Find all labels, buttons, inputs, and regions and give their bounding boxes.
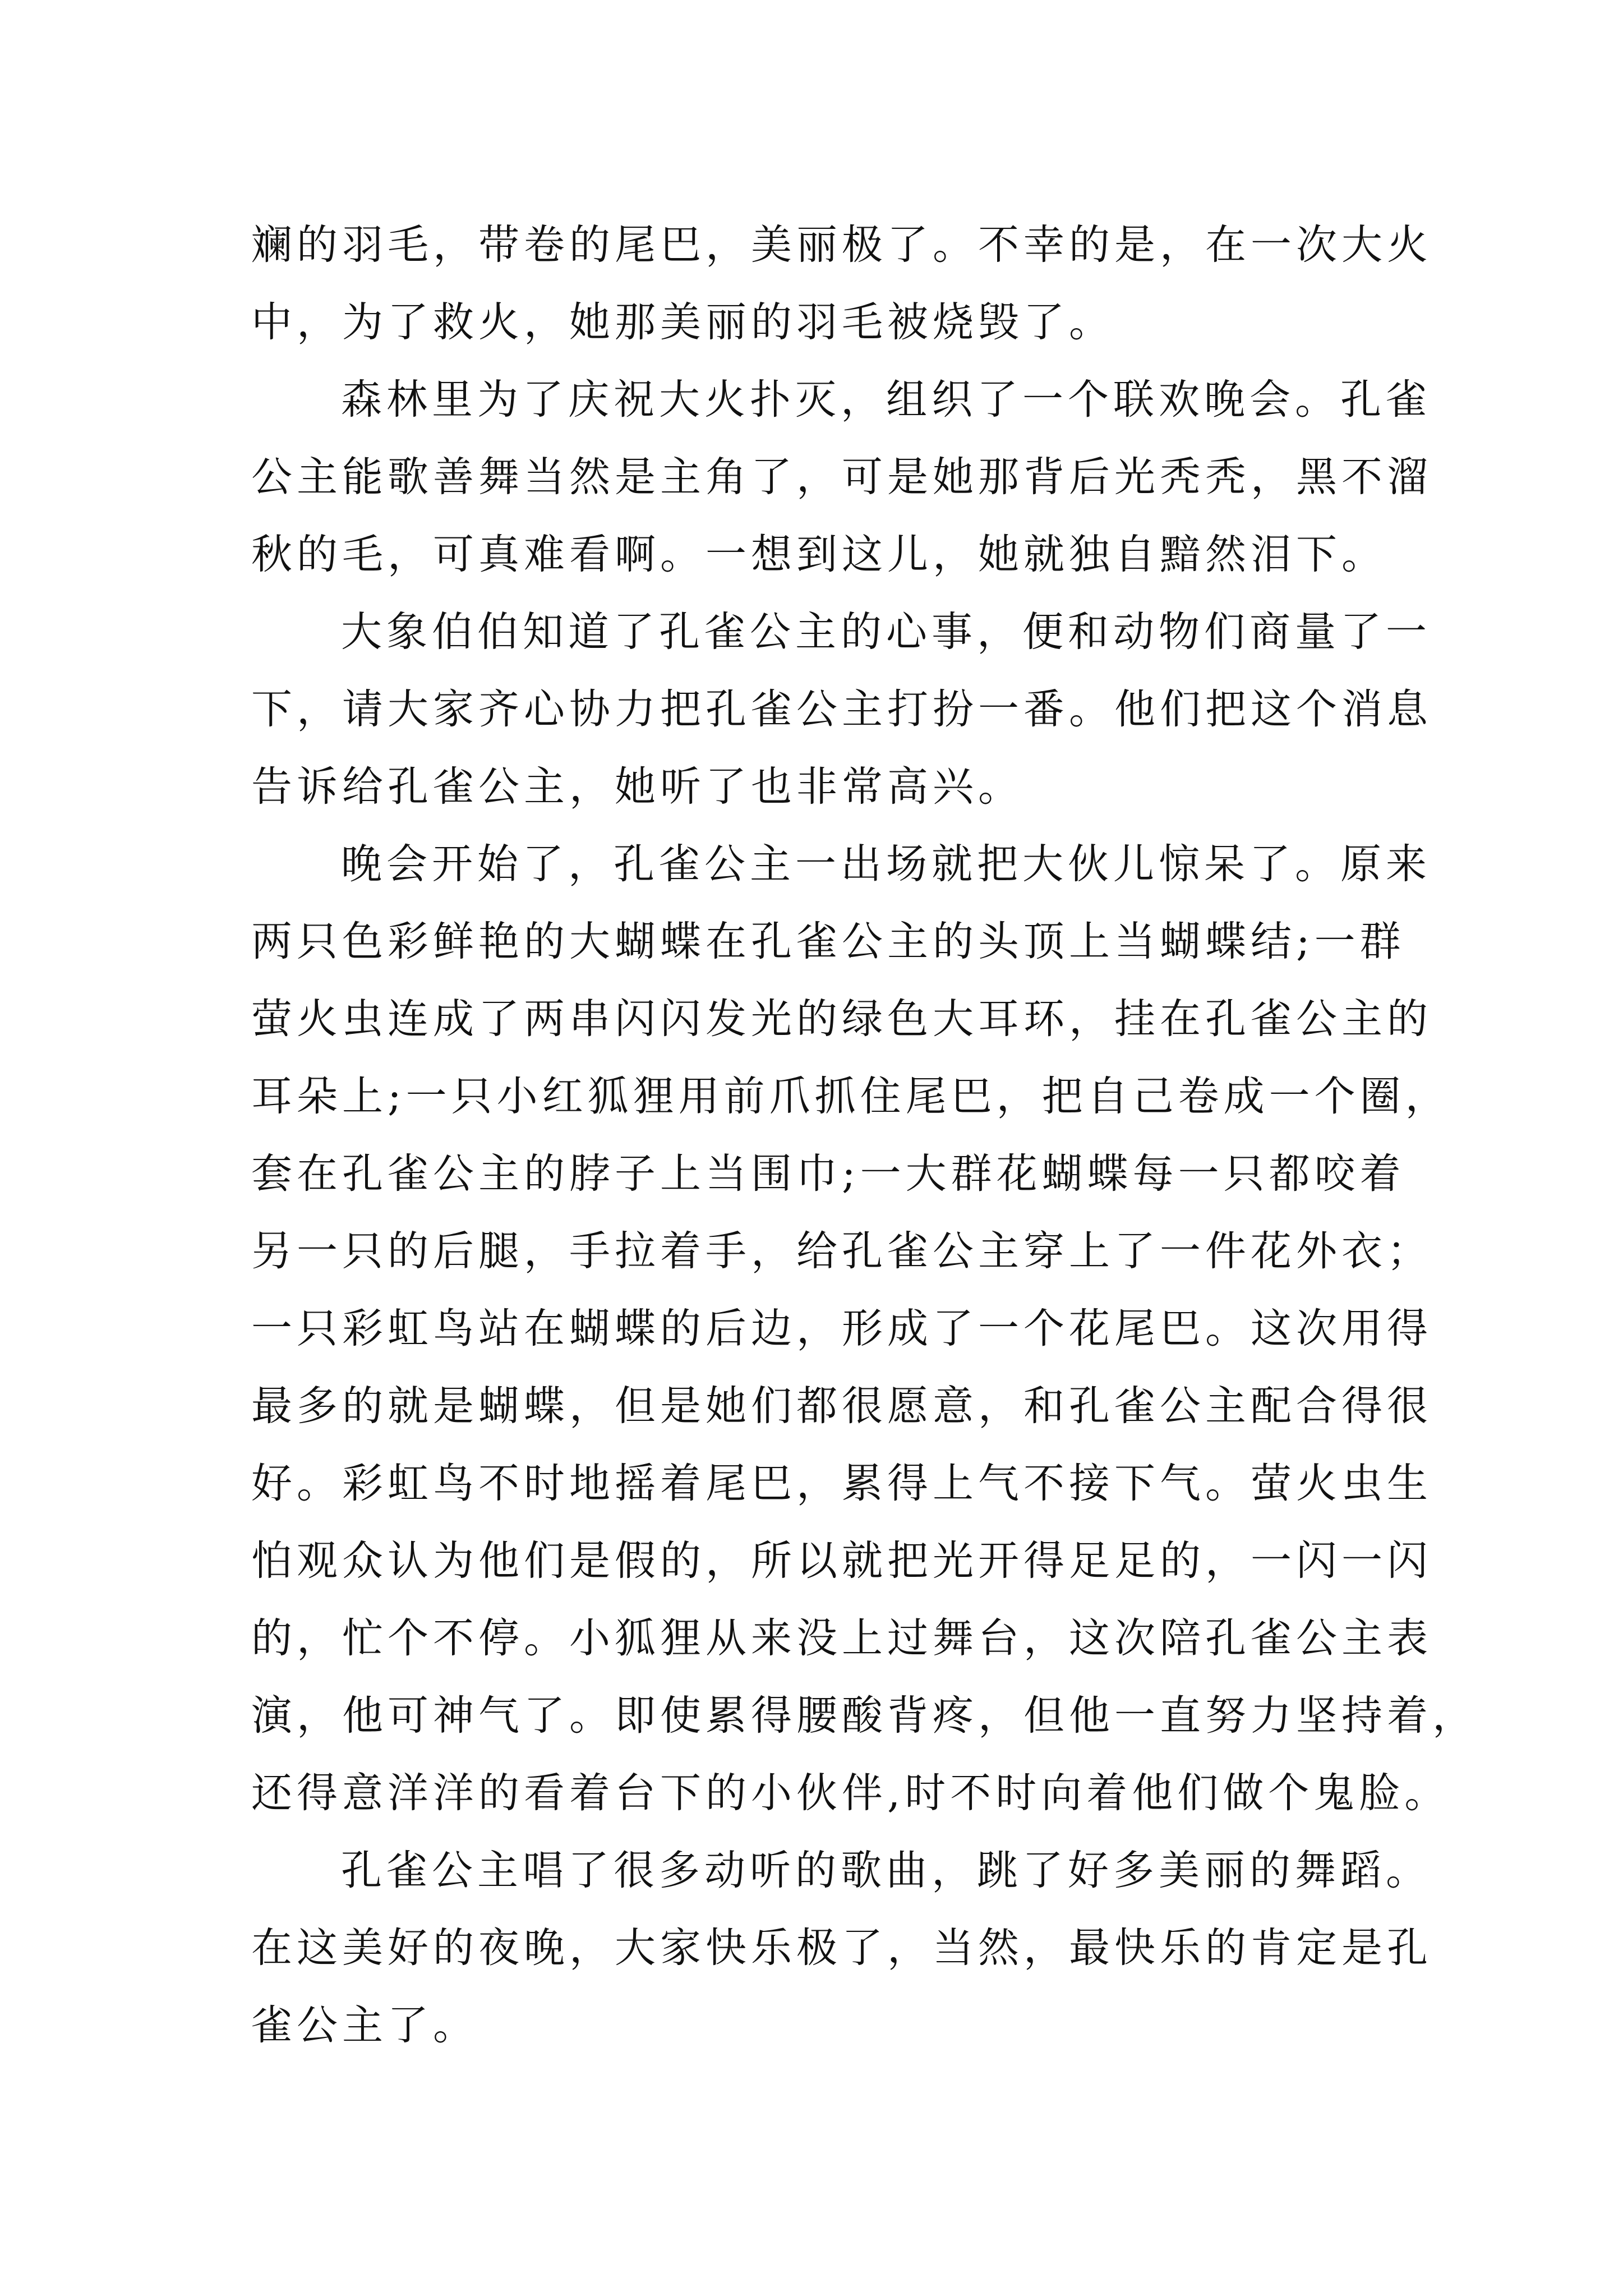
text-line: 秋的毛，可真难看啊。一想到这儿，她就独自黯然泪下。 (251, 531, 1387, 578)
paragraph-first-line: 晚会开始了，孔雀公主一出场就把大伙儿惊呆了。原来 (341, 840, 1431, 888)
paragraph-first-line: 孔雀公主唱了很多动听的歌曲，跳了好多美丽的舞蹈。 (341, 1847, 1431, 1894)
text-line: 一只彩虹鸟站在蝴蝶的后边，形成了一个花尾巴。这次用得 (251, 1305, 1432, 1352)
text-line: 套在孔雀公主的脖子上当围巾;一大群花蝴蝶每一只都咬着 (251, 1150, 1405, 1198)
text-line: 怕观众认为他们是假的，所以就把光开得足足的，一闪一闪 (251, 1537, 1432, 1585)
text-line: 最多的就是蝴蝶，但是她们都很愿意，和孔雀公主配合得很 (251, 1382, 1432, 1430)
text-line: 还得意洋洋的看着台下的小伙伴,时不时向着他们做个鬼脸。 (251, 1769, 1450, 1817)
text-line: 雀公主了。 (251, 2001, 478, 2049)
text-line: 公主能歌善舞当然是主角了，可是她那背后光秃秃，黑不溜 (251, 453, 1432, 501)
paragraph-first-line: 森林里为了庆祝大火扑灭，组织了一个联欢晚会。孔雀 (341, 376, 1431, 424)
text-line: 中，为了救火，她那美丽的羽毛被烧毁了。 (251, 298, 1114, 346)
text-line: 斓的羽毛，带卷的尾巴，美丽极了。不幸的是，在一次大火 (251, 221, 1432, 269)
text-line: 另一只的后腿，手拉着手，给孔雀公主穿上了一件花外衣； (251, 1227, 1432, 1275)
document-body (251, 206, 1478, 2064)
paragraph-first-line: 大象伯伯知道了孔雀公主的心事，便和动物们商量了一 (341, 608, 1431, 656)
text-line: 下，请大家齐心协力把孔雀公主打扮一番。他们把这个消息 (251, 685, 1432, 733)
text-line: 耳朵上;一只小红狐狸用前爪抓住尾巴，把自己卷成一个圈， (251, 1073, 1451, 1120)
text-line: 两只色彩鲜艳的大蝴蝶在孔雀公主的头顶上当蝴蝶结;一群 (251, 918, 1405, 965)
text-line: 萤火虫连成了两串闪闪发光的绿色大耳环，挂在孔雀公主的 (251, 995, 1432, 1043)
text-line: 告诉给孔雀公主，她听了也非常高兴。 (251, 763, 1023, 811)
text-line: 好。彩虹鸟不时地摇着尾巴，累得上气不接下气。萤火虫生 (251, 1460, 1432, 1507)
text-line: 的，忙个不停。小狐狸从来没上过舞台，这次陪孔雀公主表 (251, 1614, 1432, 1662)
text-line: 演，他可神气了。即使累得腰酸背疼，但他一直努力坚持着， (251, 1692, 1478, 1740)
text-line: 在这美好的夜晚，大家快乐极了，当然，最快乐的肯定是孔 (251, 1924, 1432, 1972)
